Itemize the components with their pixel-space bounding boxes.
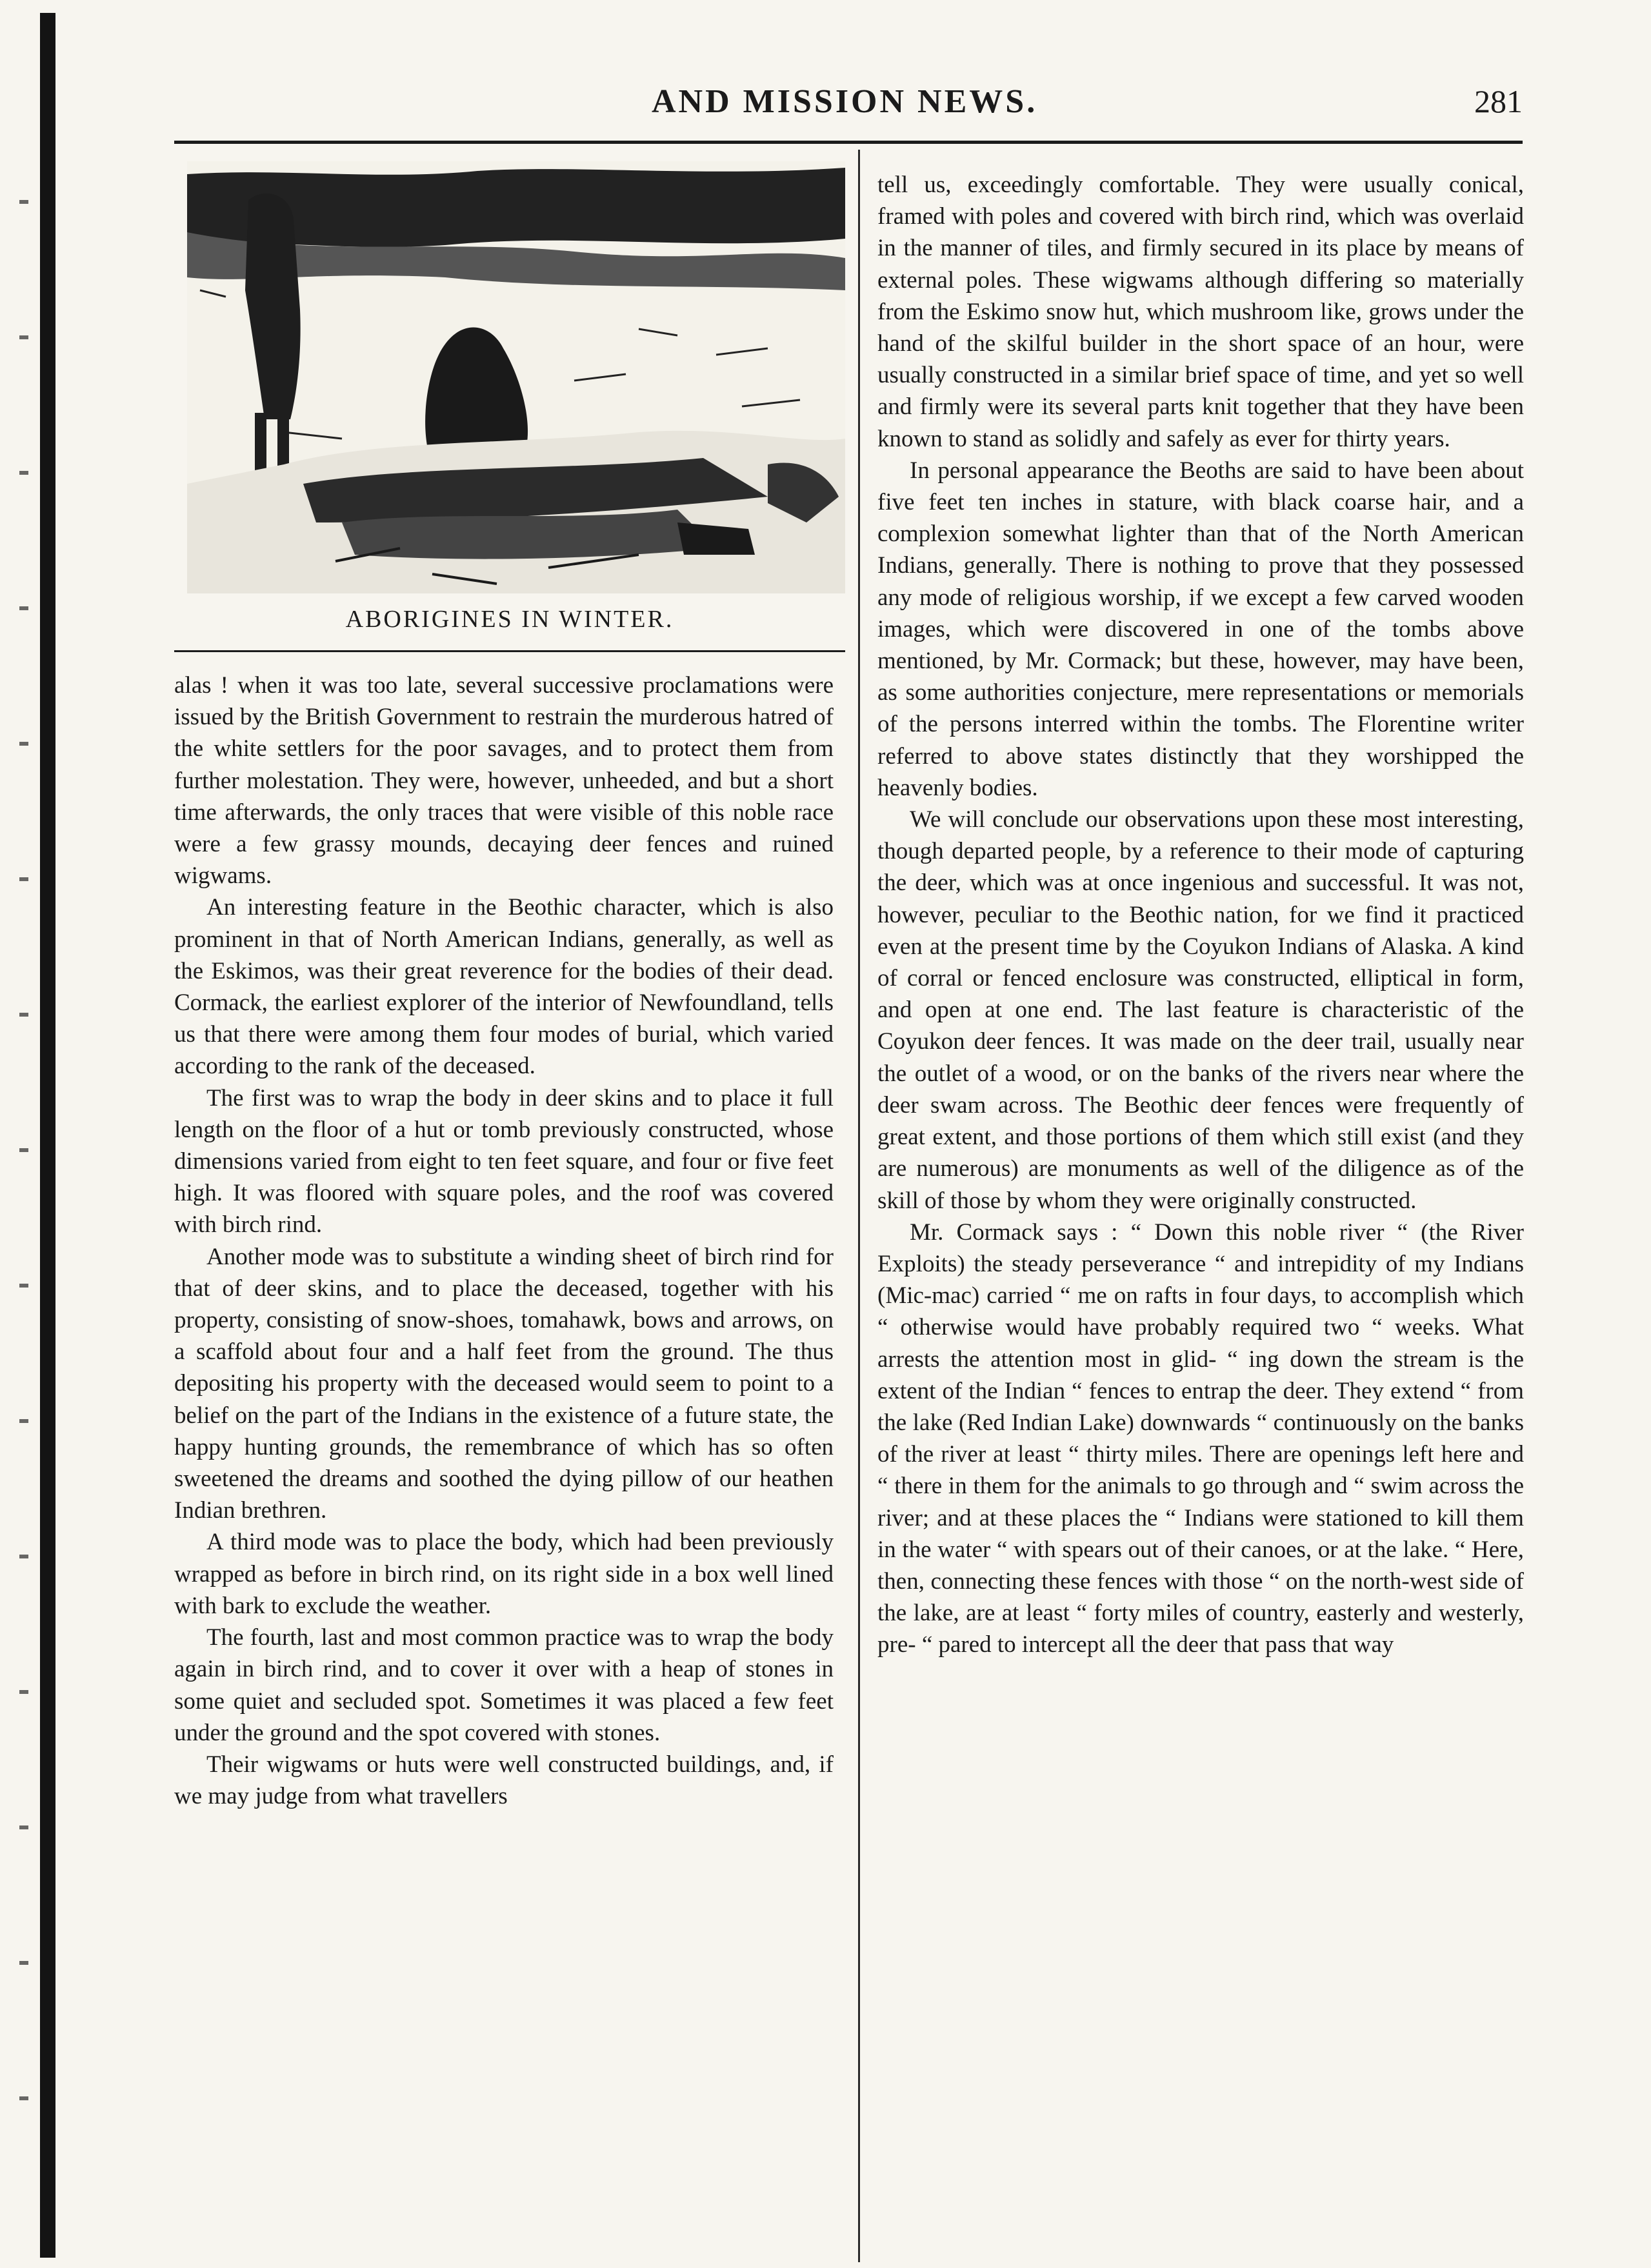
binding-marks [19,142,28,2206]
left-paragraph-7: Their wigwams or huts were well constructed buildings, and, if we may judge from what travellers [174,1751,834,1810]
column-divider [858,150,860,2262]
header-rule [174,141,1523,144]
right-paragraph-1: tell us, exceedingly comfortable. They were usually conical, framed with poles and covered with birch rind, which was overlaid in the manner of tiles, and firmly secured in its place by means of external poles. These wigwams although differing so materially from the Eskimo snow hut, which mushroom like, grows under the hand of the skilful builder in the short space of an hour, were usually constructed in a similar brief space of time, and yet so well and firmly were its several parts knit together that they have been known to stand as solidly and safely as ever for thirty years. [877,172,1524,452]
left-paragraph-4: Another mode was to substitute a winding sheet of birch rind for that of deer skins, and to place the deceased, together with his property, consisting of snow-shoes, tomahawk, bows and arrows, on a scaffold about four and a half feet from the ground. The thus depositing his property with the deceased would seem to point to a belief on the part of the Indians in the existence of a future state, the happy hunting grounds, the remembrance of which has so often sweetened the dreams and soothed the dying pillow of our heathen Indian brethren. [174,1243,834,1524]
figure-caption: ABORIGINES IN WINTER. [345,606,674,633]
left-paragraph-6: The fourth, last and most common practice was to wrap the body again in birch rind, and to cover it over with a heap of stones in some quiet and secluded spot. Sometimes it was placed a few feet under the ground and the spot covered with stones. [174,1624,834,1746]
page-binding-edge [40,13,55,2258]
engraving-illustration [187,161,845,593]
right-paragraph-3: We will conclude our observations upon these most interesting, though departed people, by a reference to their mode of capturing the deer, which was at once ingenious and successful. It was not, however, peculiar to the Beothic nation, for we find it practiced even at the present time by the Coyukon Indians of Alaska. A kind of corral or fenced enclosure was constructed, elliptical in form, and open at one end. The last feature is characteristic of the Coyukon deer fences. It was made on the deer trail, usually near the outlet of a wood, or on the banks of the rivers near where the deer swam across. The Beothic deer fences were frequently of great extent, and those portions of them which still exist (and they are numerous) are monuments as well of the diligence as of the skill of those by whom they were originally constructed. [877,806,1524,1214]
caption-rule [174,650,845,652]
right-paragraph-4: Mr. Cormack says : “ Down this noble river “ (the River Exploits) the steady perseverance “ and intrepidity of my Indians (Mic-mac) carried “ me on rafts in four days, to accomplish which “ otherwise would have probably required two “ weeks. What arrests the attention most in glid- “ ing down the stream is the extent of the Indian “ fences to entrap the deer. They extend “ from the lake (Red Indian Lake) downwards “ continuously on the banks of the river at least “ thirty miles. There are openings left here and “ there in them for the animals to go through and “ swim across the river; and at these places the “ Indians were stationed to kill them in the water “ with spears out of their canoes, or at the lake. “ Here, then, connecting these fences with those “ on the north-west side of the lake, are at least “ forty miles of country, easterly and westerly, pre- “ pared to intercept all the deer that pass that way [877,1219,1524,1658]
right-column [877,169,1524,1661]
header-title: AND MISSION NEWS. [652,83,1038,120]
left-paragraph-2: An interesting feature in the Beothic character, which is also prominent in that of North American Indians, generally, as well as the Eskimos, was their great reverence for the bodies of their dead. Cormack, the earliest explorer of the interior of Newfoundland, tells us that there were among them four modes of burial, which varied according to the rank of the deceased. [174,894,834,1080]
left-paragraph-5: A third mode was to place the body, which had been previously wrapped as before in birch rind, on its right side in a box well lined with bark to exclude the weather. [174,1529,834,1619]
left-column [174,670,834,1812]
page-number: 281 [1474,83,1523,119]
right-paragraph-2: In personal appearance the Beoths are said to have been about five feet ten inches in stature, with black coarse hair, and a complexion somewhat lighter than that of the North American Indians, generally. There is nothing to prove that they possessed any mode of religious worship, if we except a few carved wooden images, which were discovered in one of the tombs above mentioned, by Mr. Cormack; but these, however, may have been, as some authorities conjecture, mere representations or memorials of the persons interred within the tombs. The Florentine writer referred to above states distinctly that they worshipped the heavenly bodies. [877,457,1524,801]
running-header [174,83,1523,134]
left-paragraph-3: The first was to wrap the body in deer skins and to place it full length on the floor of a hut or tomb previously constructed, whose dimensions varied from eight to ten feet square, and four or five feet high. It was floored with square poles, and the roof was covered with birch rind. [174,1084,834,1238]
left-paragraph-1: alas ! when it was too late, several successive proclamations were issued by the British Government to restrain the murderous hatred of the white settlers for the poor savages, and to protect them from further molestation. They were, however, unheeded, and but a short time afterwards, the only traces that were visible of this noble race were a few grassy mounds, decaying deer fences and ruined wigwams. [174,672,834,890]
